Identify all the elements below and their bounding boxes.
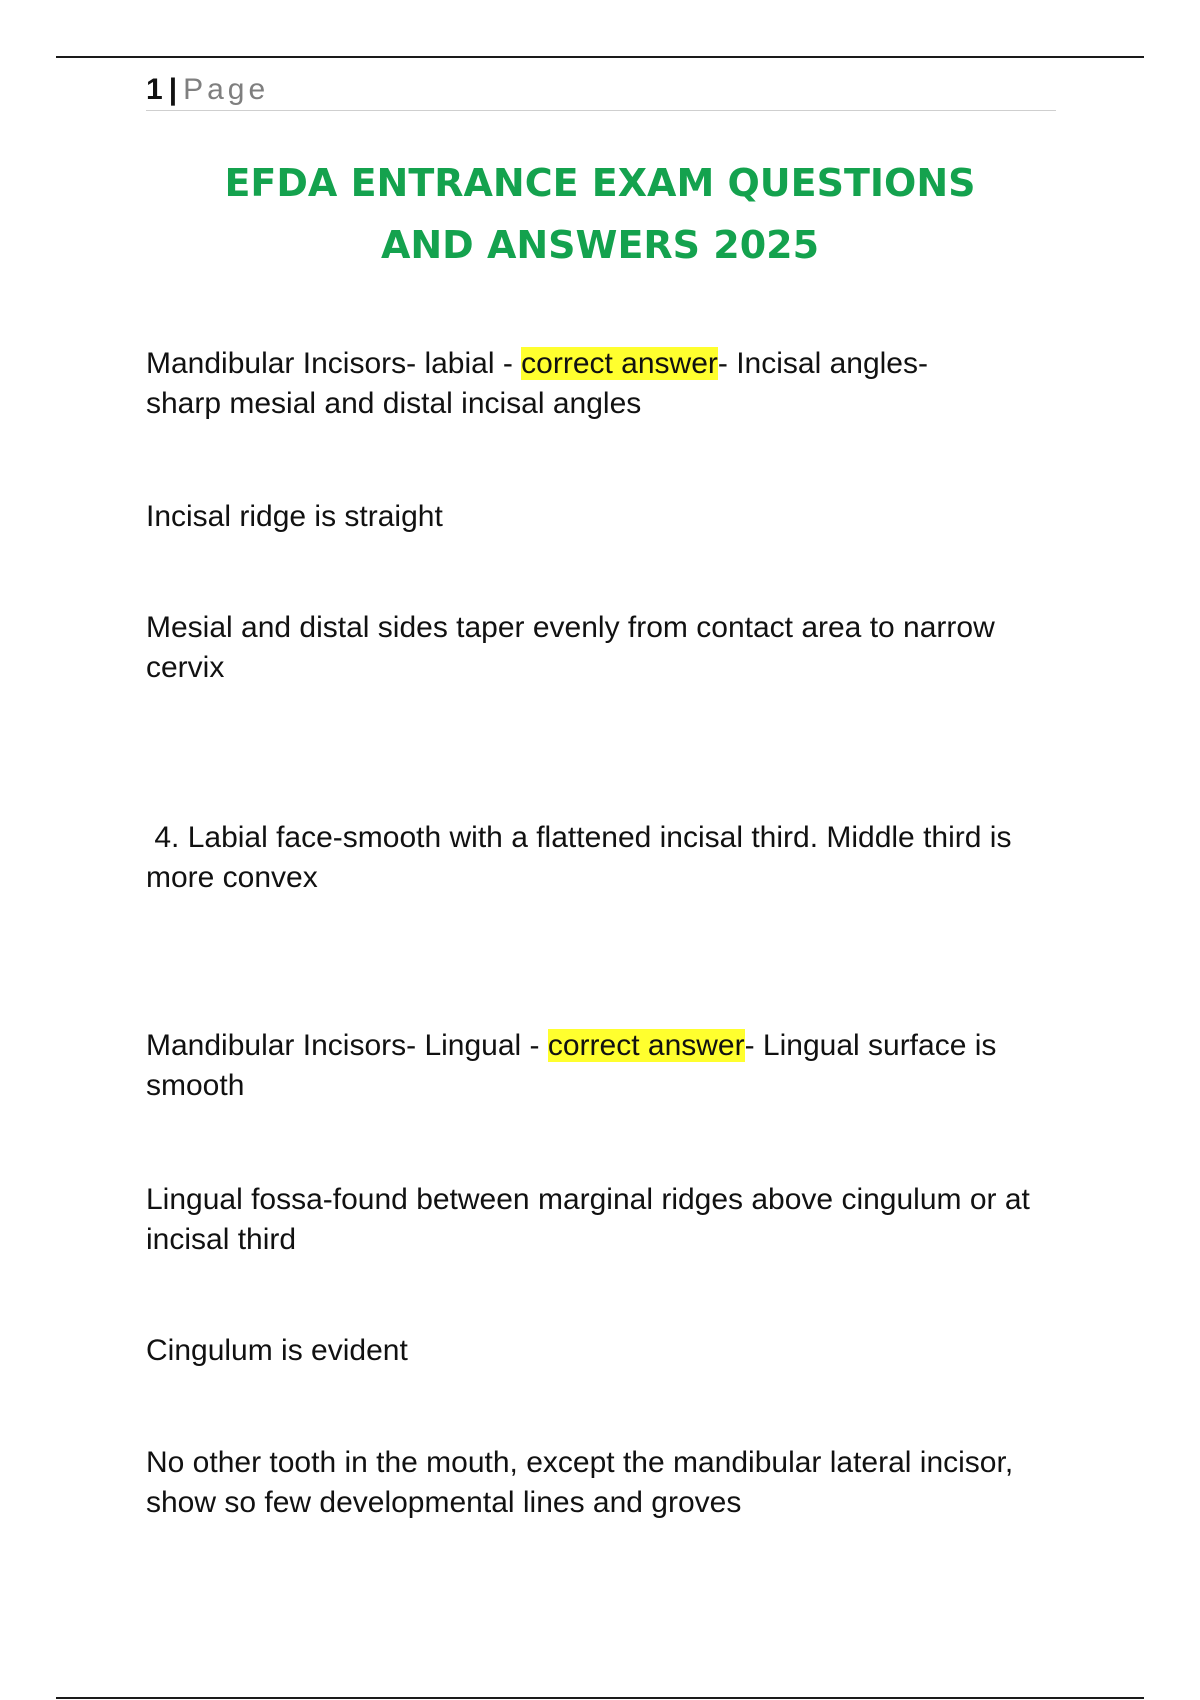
paragraph-text: - Incisal angles- sharp mesial and distal incisal angles [146,347,928,420]
highlighted-answer-label: correct answer [521,347,718,380]
title-line-1: EFDA ENTRANCE EXAM QUESTIONS [224,161,976,205]
paragraph-text: Mandibular Incisors- Lingual - [146,1029,548,1062]
document-title [100,152,1100,276]
paragraph-lingual-fossa: Lingual fossa-found between marginal ridges above cingulum or at incisal third [146,1183,1030,1256]
paragraph-incisal-ridge: Incisal ridge is straight [146,500,443,533]
top-rule [56,56,1144,58]
page-header [146,72,1056,111]
bottom-rule [56,1697,1144,1699]
paragraph-text: - Lingual surface is smooth [146,1029,997,1102]
page-separator: | [168,73,178,106]
highlighted-answer-label: correct answer [547,1029,745,1062]
paragraph-labial-face: 4. Labial face-smooth with a flattened incisal third. Middle third is more convex [146,821,1020,894]
paragraph-text: Mandibular Incisors- labial - [146,347,522,380]
paragraph-mandibular-incisors-labial [146,344,1006,424]
page-number: 1 [146,73,163,106]
title-line-2: AND ANSWERS 2025 [380,223,820,267]
paragraph-developmental-lines: No other tooth in the mouth, except the mandibular lateral incisor, show so few developmental lines and groves [146,1446,1014,1519]
paragraph-cingulum: Cingulum is evident [146,1334,408,1367]
page-label: Page [183,73,270,106]
paragraph-mandibular-incisors-lingual [146,1026,1066,1106]
paragraph-mesial-distal-sides: Mesial and distal sides taper evenly from contact area to narrow cervix [146,611,995,684]
